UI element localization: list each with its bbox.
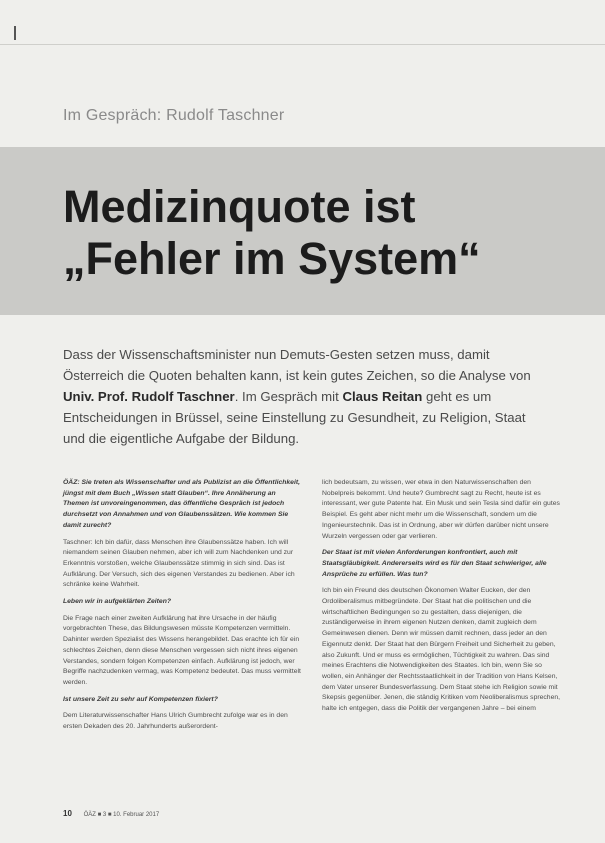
- interview-answer: Die Frage nach einer zweiten Aufklärung hat ihre Ursache in der häufig vorgebrachten These, das Bildungswesen müsste Kompetenzen vermitteln. Dahinter werden Spezialist des Wissens herangebildet. Das erachte ich für ein schlechtes Zeichen, denn diese Menschen vergessen sich nicht ihres eigenen Verstandes, sondern folgen Kompetenzen einfach. Aufklärung ist jedoch, wer Begriffe nachzudenken vermag, was Kompetenz bedeutet. Das muss vermittelt werden.: [63, 614, 301, 686]
- interview-answer: Dem Literaturwissenschafter Hans Ulrich Gumbrecht zufolge war es in den ersten Dekaden des 20. Jahrhunderts außerordent-: [63, 712, 288, 731]
- interview-answer: lich bedeutsam, zu wissen, wer etwa in den Naturwissenschaften den Nobelpreis bekommt. Und heute? Gumbrecht sagt zu Recht, heute ist es interessant, wer gute Patente hat. Ein Musk und sein Tesla sind dafür ein gutes Beispiel. Es geht aber nicht mehr um die Wissenschaft, sondern um die Ingenieurstechnik. Das ist in Ordnung, aber wir dürfen darüber nicht unsere Wurzeln vergessen oder gar verlieren.: [322, 479, 560, 540]
- interview-answer: Taschner: Ich bin dafür, dass Menschen ihre Glaubenssätze haben. Ich will niemandem seinen Glauben nehmen, aber ich will zum Nachdenken und zur Erkenntnis vorstoßen, welche Glaubenssätze stimmig in sich sind. Das ist Aufklärung. Der Versuch, sich des eigenen Verstandes zu bedienen. Aber ich schränke keine Wahrheit.: [63, 538, 295, 589]
- headline-line-1: Medizinquote ist: [63, 181, 416, 232]
- lead-interviewer-name: Claus Reitan: [342, 389, 423, 404]
- interview-question: Ist unsere Zeit zu sehr auf Kompetenzen fixiert?: [63, 695, 218, 703]
- lead-text-2: . Im Gespräch mit: [234, 389, 343, 404]
- crop-mark: [14, 26, 16, 40]
- article-headline: [63, 181, 481, 285]
- text-column-right: [322, 478, 562, 721]
- article-lead: [63, 344, 551, 449]
- page-footer: [63, 808, 553, 820]
- header-rule: [0, 44, 605, 45]
- interview-question: ÖÄZ: Sie treten als Wissenschafter und als Publizist an die Öffentlichkeit, jüngst mit dem Buch „Wissen statt Glauben“. Ihre Annäherung an Themen ist unvoreingenommen, das öffentliche Gespräch ist jedoch durchsetzt von Annahmen und von Glaubenssätzen. Wie kommen Sie damit zurecht?: [63, 479, 301, 529]
- issue-info: ÖÄZ ■ 3 ■ 10. Februar 2017: [83, 812, 160, 818]
- page-number: 10: [63, 809, 72, 818]
- lead-text-3: geht es um Entscheidungen in Brüssel, seine Einstellung zu Gesundheit, zu Religion, Staat und die eigentliche Aufgabe der Bildung.: [63, 389, 526, 446]
- text-column-left: [63, 478, 303, 739]
- interview-answer: Ich bin ein Freund des deutschen Ökonomen Walter Eucken, der den Ordoliberalismus mitbegründete. Der Staat hat die politischen und die wirtschaftlichen Bedingungen so zu gestalten, dass diejenigen, die zuständigerweise in ihrem eigenen Nutzen denken, damit zugleich dem Gemeinwesen dienen. Denn wir müssen damit rechnen, dass jeder an den Eigennutz denkt. Der Staat hat den Bürgern Freiheit und Sicherheit zu geben, also Zukunft. Und er muss es ermöglichen, Tüchtigkeit zu wahren. Das sind meines Erachtens die Notwendigkeiten des Staates. Ich bin, wenn Sie so wollen, ein Anhänger der Rechtsstaatlichkeit in der Tradition von Hans Kelsen, dem Vater unserer Bundesverfassung. Dem Staat stehe ich Religion sowie mit Skepsis gegenüber. Jenen, die ständig Kritiken vom Neoliberalismus sprechen, halte ich entgegen, dass die Politik der vergangenen Jahre – bei einem: [322, 587, 561, 713]
- interview-question: Leben wir in aufgeklärten Zeiten?: [63, 598, 172, 606]
- lead-text-1: Dass der Wissenschaftsminister nun Demuts-Gesten setzen muss, damit Österreich die Quoten behalten kann, ist kein gutes Zeichen, so die Analyse von: [63, 347, 531, 383]
- lead-author-name: Univ. Prof. Rudolf Taschner: [63, 389, 235, 404]
- interview-question: Der Staat ist mit vielen Anforderungen konfrontiert, auch mit Staatsgläubigkeit. Andererseits wird es für den Staat schwieriger, alle Ansprüche zu erfüllen. Was tun?: [322, 549, 547, 578]
- article-kicker: Im Gespräch: Rudolf Taschner: [63, 107, 285, 124]
- headline-line-2: „Fehler im System“: [63, 233, 481, 284]
